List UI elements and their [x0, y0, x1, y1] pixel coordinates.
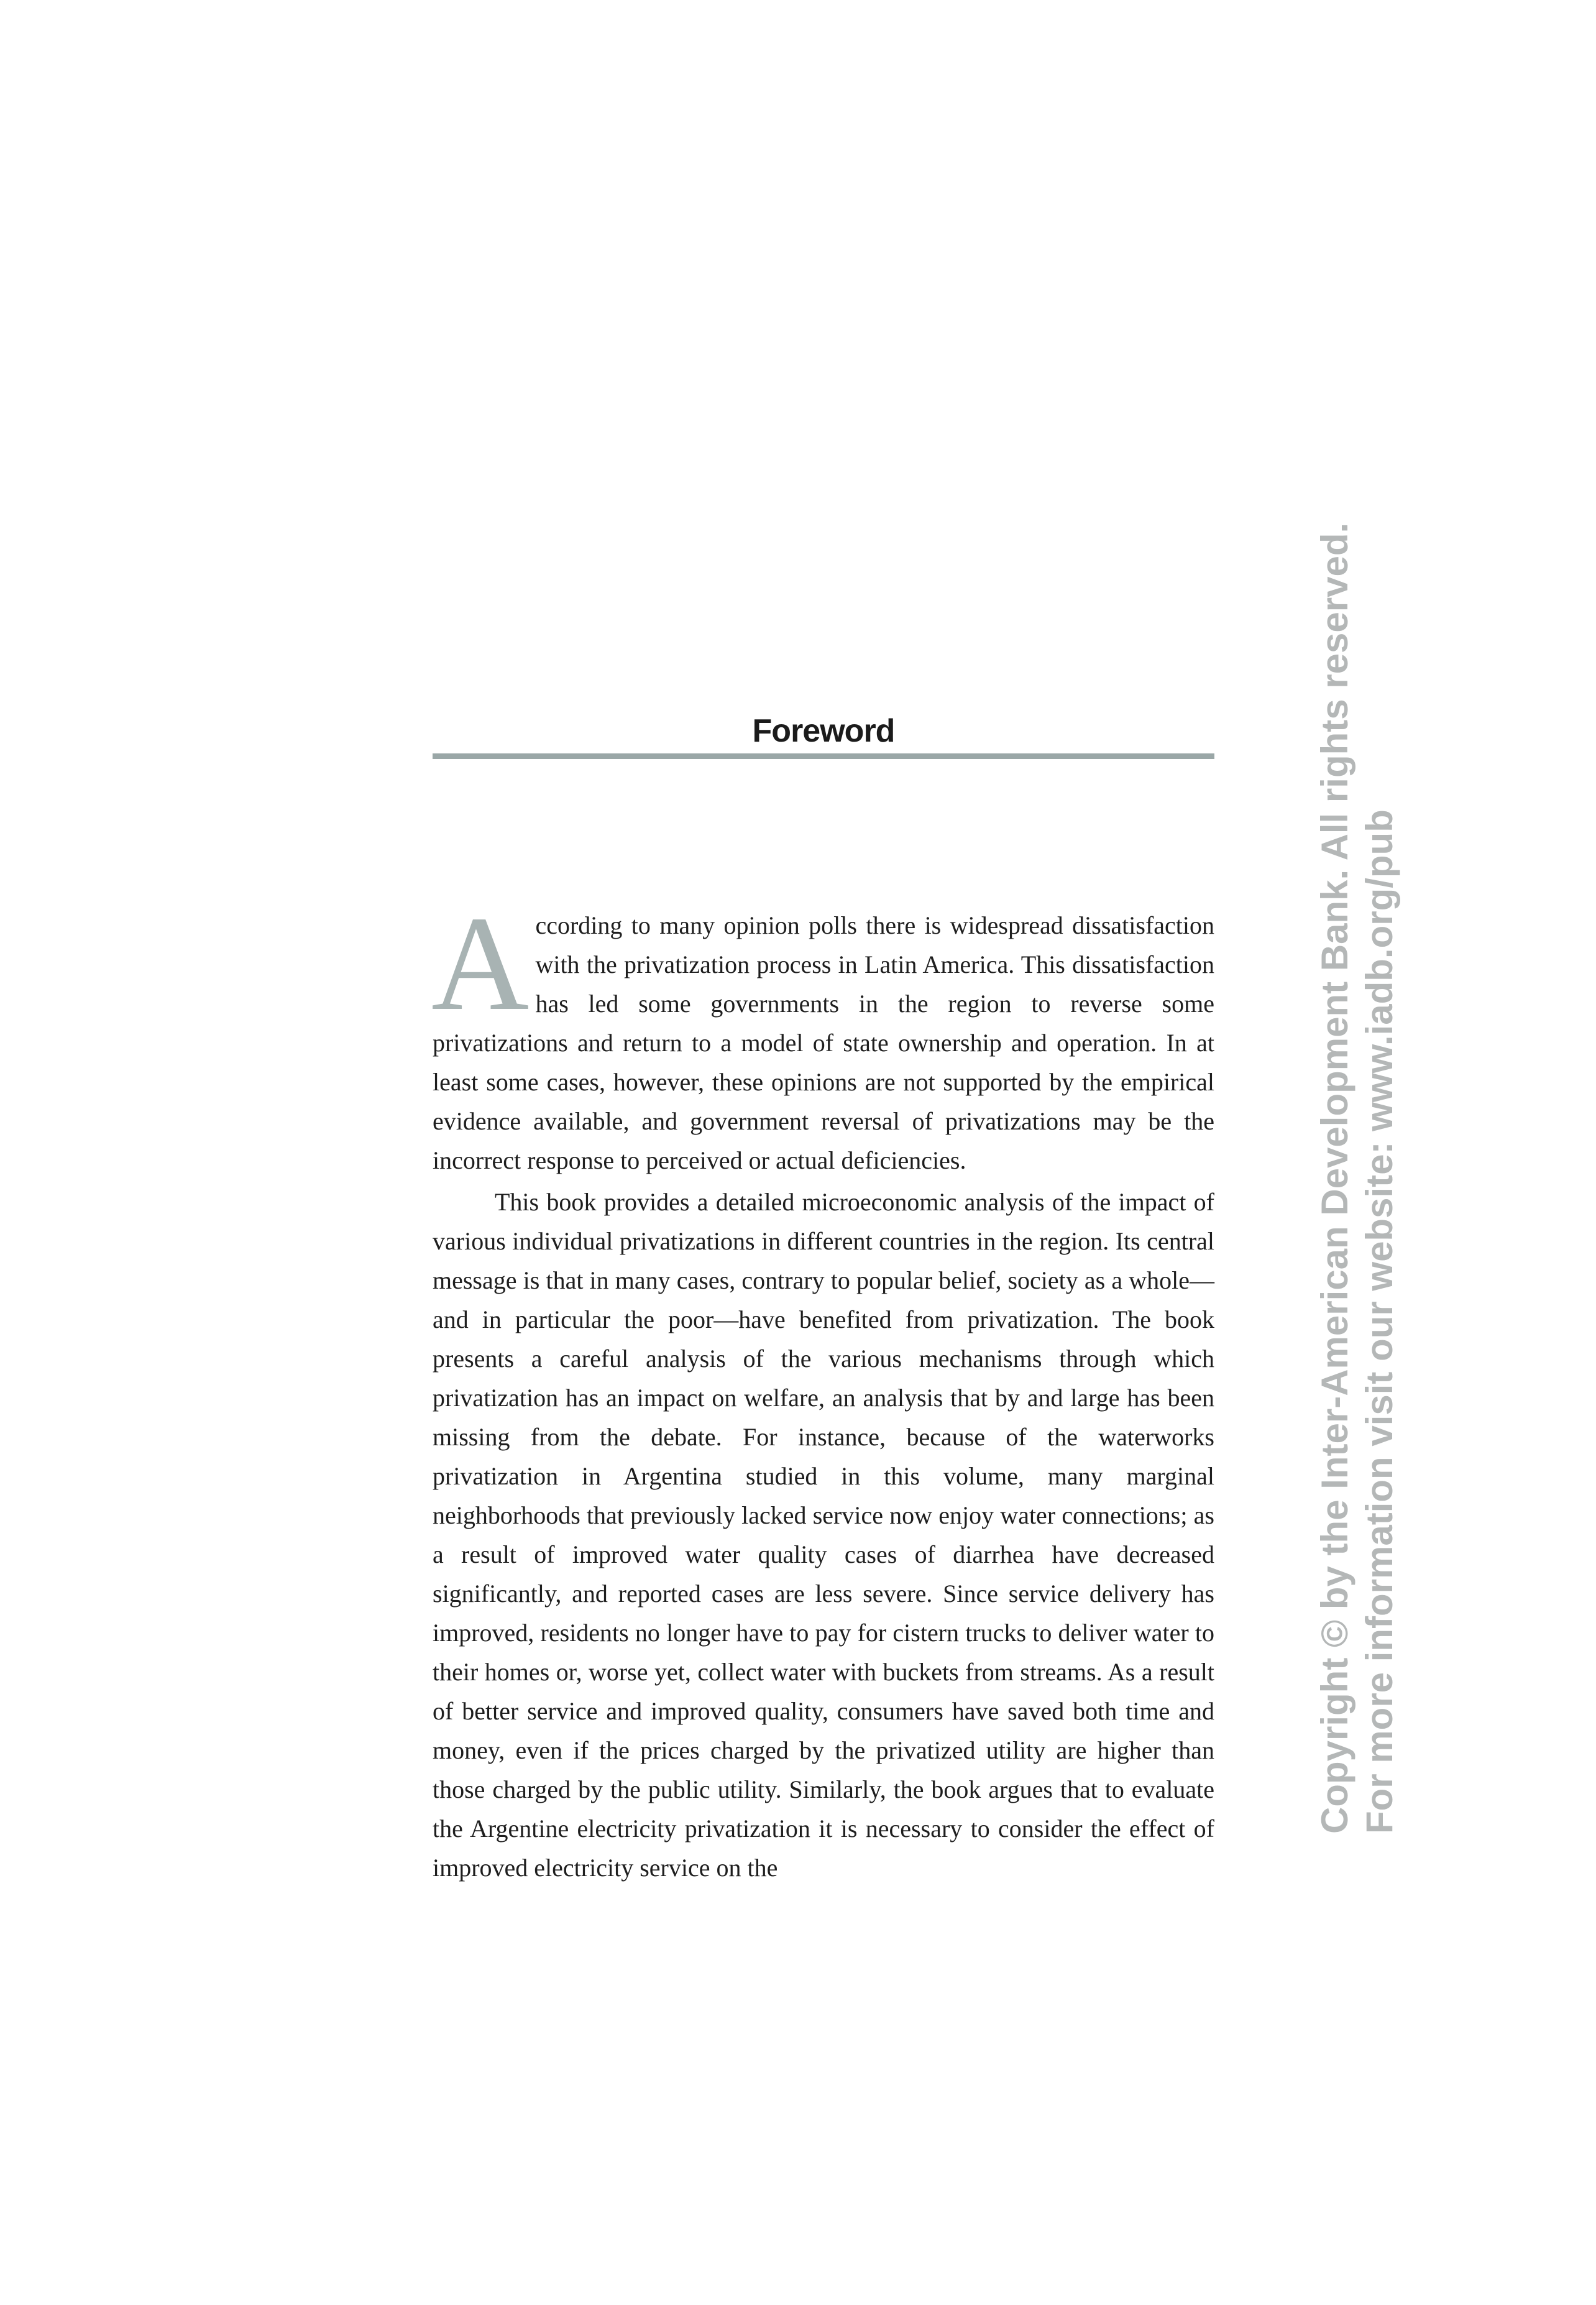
- paragraph-2: This book provides a detailed microeconomic analysis of the impact of various individual privatizations in different countries in the region. Its central message is that in many cases, contrary to popular belief, society as a whole—and in particular the poor—have benefited from privatization. The book presents a careful analysis of the various mechanisms through which privatization has an impact on welfare, an analysis that by and large has been missing from the debate. For instance, because of the waterworks privatization in Argentina studied in this volume, many marginal neighborhoods that previously lacked service now enjoy water connections; as a result of improved water quality cases of diarrhea have decreased significantly, and reported cases are less severe. Since service delivery has improved, residents no longer have to pay for cistern trucks to deliver water to their homes or, worse yet, collect water with buckets from streams. As a result of better service and improved quality, consumers have saved both time and money, even if the prices charged by the privatized utility are higher than those charged by the public utility. Similarly, the book argues that to evaluate the Argentine electricity privatization it is necessary to consider the effect of improved electricity service on the: [433, 1188, 1214, 1882]
- website-watermark: For more information visit our website: www.iadb.org/pub: [1359, 809, 1400, 1834]
- drop-cap-letter: A: [431, 889, 530, 1039]
- paragraph-1-text: ccording to many opinion polls there is widespread dissatisfaction with the privatization process in Latin America. This dissatisfaction has led some governments in the region to reverse some privatizations and return to a model of state ownership and operation. In at least some cases, however, these opinions are not supported by the empirical evidence available, and government reversal of privatizations may be the incorrect response to perceived or actual deficiencies.: [433, 911, 1214, 1174]
- page-title: Foreword: [752, 713, 895, 749]
- paragraph-1: [431, 889, 1214, 1180]
- copyright-watermark: Copyright © by the Inter-American Development Bank. All rights reserved.: [1314, 522, 1355, 1834]
- body-text: [431, 889, 1214, 1887]
- title-underline-rule: [433, 753, 1214, 759]
